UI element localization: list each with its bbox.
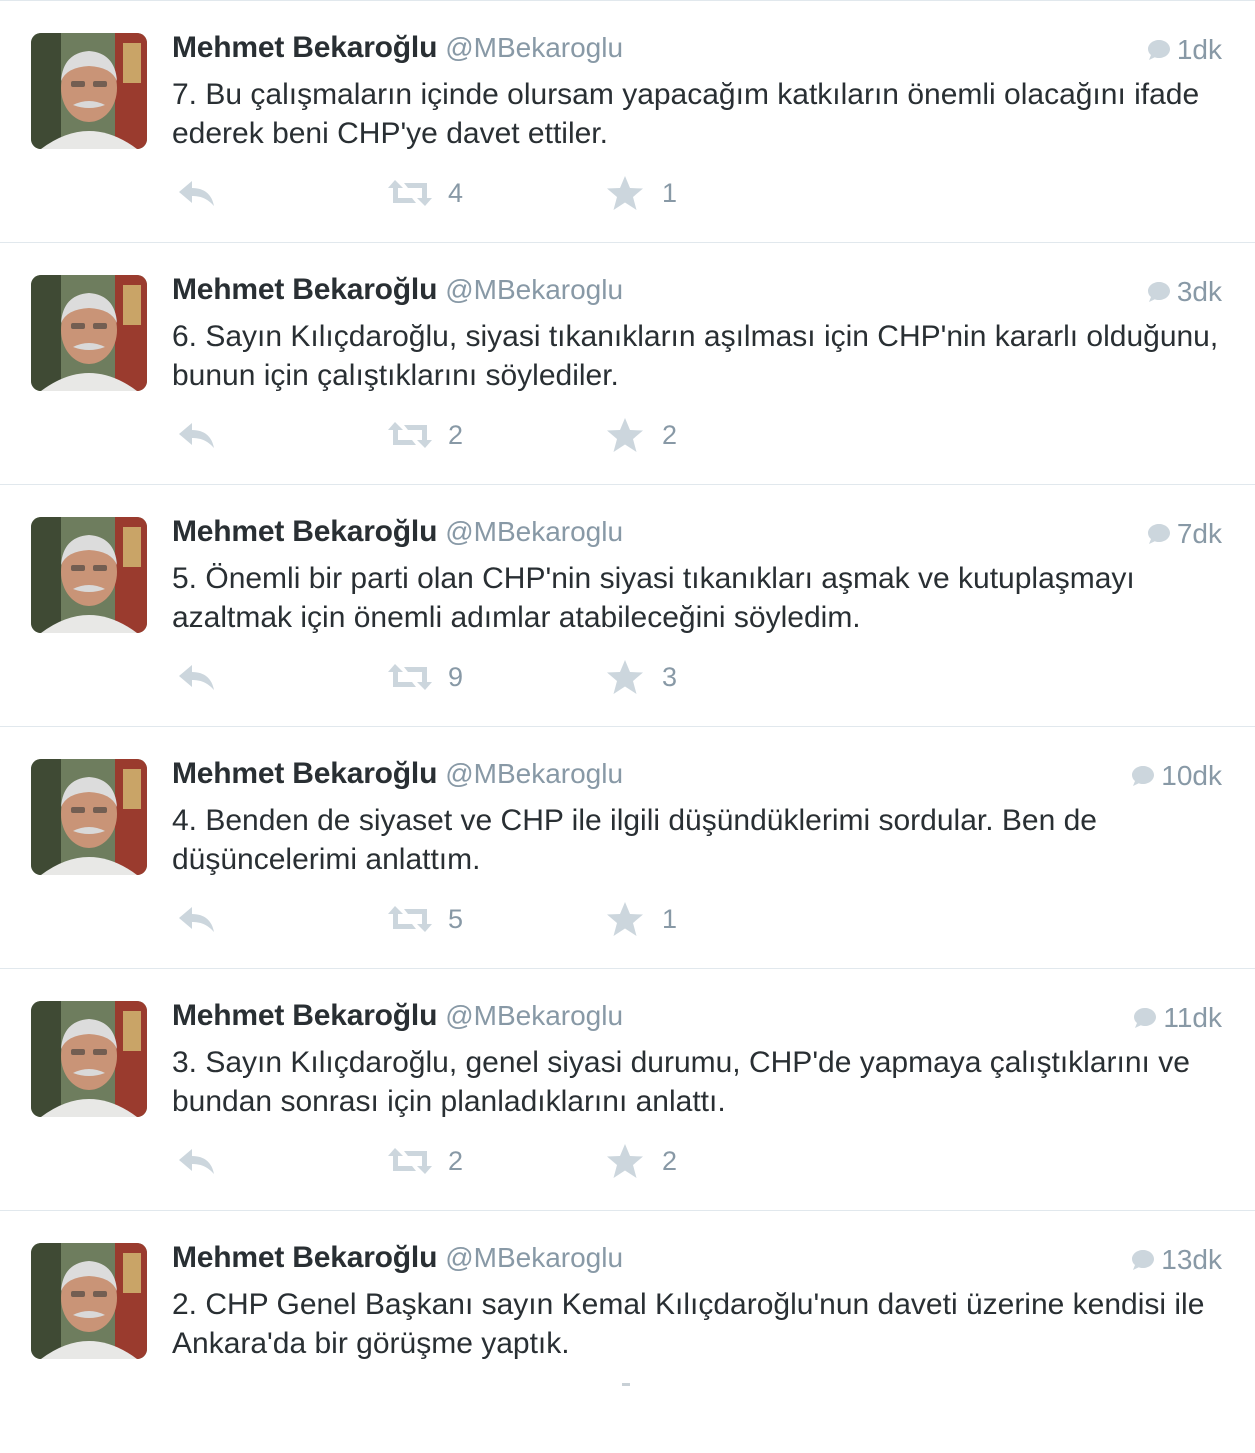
reply-button[interactable]: [176, 171, 218, 215]
avatar[interactable]: [31, 33, 147, 149]
avatar[interactable]: [31, 1001, 147, 1117]
tweet-header: [172, 515, 623, 555]
author-handle[interactable]: @MBekaroglu: [445, 758, 624, 789]
author-handle[interactable]: @MBekaroglu: [445, 516, 624, 547]
tweet-time-label: 7dk: [1176, 518, 1222, 549]
speech-bubble-icon: [1133, 1007, 1157, 1029]
retweet-button[interactable]: [386, 413, 463, 457]
reply-arrow-icon: [176, 661, 218, 693]
retweet-button[interactable]: [386, 1139, 463, 1183]
author-name[interactable]: Mehmet Bekaroğlu: [172, 999, 438, 1032]
star-icon: [606, 417, 644, 453]
author-name[interactable]: Mehmet Bekaroğlu: [172, 273, 438, 306]
retweet-icon: [386, 903, 434, 935]
favorite-count: 3: [662, 661, 678, 692]
avatar[interactable]: [31, 275, 147, 391]
reply-arrow-icon: [176, 419, 218, 451]
reply-button[interactable]: [176, 897, 218, 941]
retweet-icon: [386, 1145, 434, 1177]
tweet-header: [172, 999, 623, 1039]
tweet-time-label: 11dk: [1163, 1002, 1222, 1033]
tweet-header: [172, 31, 623, 71]
tweet-header: [172, 757, 623, 797]
tweet-time-label: 1dk: [1176, 34, 1222, 65]
avatar-photo: [31, 33, 147, 149]
star-icon: [606, 659, 644, 695]
tweet-header: [172, 273, 623, 313]
tweet[interactable]: [0, 727, 1255, 969]
speech-bubble-icon: [1147, 523, 1171, 545]
tweet-time[interactable]: [1147, 518, 1222, 550]
tweet-time[interactable]: [1147, 276, 1222, 308]
favorite-button[interactable]: [606, 171, 677, 215]
avatar[interactable]: [31, 1243, 147, 1359]
reply-arrow-icon: [176, 177, 218, 209]
retweet-button[interactable]: [386, 655, 463, 699]
author-name[interactable]: Mehmet Bekaroğlu: [172, 31, 438, 64]
avatar-photo: [31, 517, 147, 633]
tweet[interactable]: [0, 1, 1255, 243]
favorite-button[interactable]: [606, 897, 677, 941]
speech-bubble-icon: [1147, 281, 1171, 303]
retweet-count: 9: [448, 661, 464, 692]
favorite-count: 1: [662, 903, 678, 934]
favorite-button[interactable]: [606, 1139, 677, 1183]
retweet-count: 5: [448, 903, 464, 934]
tweet-time[interactable]: [1131, 760, 1222, 792]
tweet-actions: [172, 171, 772, 215]
tweet-text: 4. Benden de siyaset ve CHP ile ilgili düşündüklerimi sordular. Ben de düşüncelerimi anlattım.: [172, 804, 1097, 876]
speech-bubble-icon: [1131, 765, 1155, 787]
star-icon: [606, 1143, 644, 1179]
retweet-button[interactable]: [386, 897, 463, 941]
tweet-text: 2. CHP Genel Başkanı sayın Kemal Kılıçdaroğlu'nun daveti üzerine kendisi ile Ankara'da bir görüşme yaptık.: [172, 1288, 1205, 1360]
avatar-photo: [31, 275, 147, 391]
author-name[interactable]: Mehmet Bekaroğlu: [172, 1241, 438, 1274]
author-name[interactable]: Mehmet Bekaroğlu: [172, 757, 438, 790]
tweet-actions: [172, 897, 772, 941]
speech-bubble-icon: [1131, 1249, 1155, 1271]
tweet[interactable]: [0, 969, 1255, 1211]
favorite-button[interactable]: [606, 655, 677, 699]
avatar-photo: [31, 1243, 147, 1359]
speech-bubble-icon: [1147, 39, 1171, 61]
reply-arrow-icon: [176, 1145, 218, 1177]
favorite-count: 2: [662, 419, 678, 450]
favorite-count: 1: [662, 177, 678, 208]
retweet-count: 4: [448, 177, 464, 208]
avatar[interactable]: [31, 517, 147, 633]
tweet-time-label: 3dk: [1176, 276, 1222, 307]
avatar[interactable]: [31, 759, 147, 875]
author-handle[interactable]: @MBekaroglu: [445, 1000, 624, 1031]
tweet-time[interactable]: [1133, 1002, 1222, 1034]
retweet-icon: [386, 419, 434, 451]
tweet-text: 7. Bu çalışmaların içinde olursam yapacağım katkıların önemli olacağını ifade ederek beni CHP'ye davet ettiler.: [172, 78, 1200, 150]
retweet-count: 2: [448, 419, 464, 450]
tweet-time-label: 13dk: [1161, 1244, 1222, 1275]
reply-arrow-icon: [176, 903, 218, 935]
tweet[interactable]: [0, 243, 1255, 485]
retweet-icon: [386, 661, 434, 693]
retweet-icon: [386, 177, 434, 209]
tweet[interactable]: [0, 1211, 1255, 1453]
author-handle[interactable]: @MBekaroglu: [445, 1242, 624, 1273]
tweet-time[interactable]: [1147, 34, 1222, 66]
tweet-header: [172, 1241, 623, 1281]
avatar-photo: [31, 759, 147, 875]
tweet-actions: [172, 413, 772, 457]
tweet-actions: [172, 1139, 772, 1183]
tweet[interactable]: [0, 485, 1255, 727]
tweet-actions: [172, 655, 772, 699]
tweet-text: 3. Sayın Kılıçdaroğlu, genel siyasi durumu, CHP'de yapmaya çalıştıklarını ve bundan sonrası için planladıklarını anlattı.: [172, 1046, 1190, 1118]
reply-button[interactable]: [176, 413, 218, 457]
reply-button[interactable]: [176, 655, 218, 699]
author-handle[interactable]: @MBekaroglu: [445, 274, 624, 305]
favorite-button[interactable]: [606, 413, 677, 457]
favorite-count: 2: [662, 1145, 678, 1176]
scroll-indicator: [622, 1383, 630, 1386]
author-handle[interactable]: @MBekaroglu: [445, 32, 624, 63]
avatar-photo: [31, 1001, 147, 1117]
star-icon: [606, 901, 644, 937]
star-icon: [606, 175, 644, 211]
retweet-count: 2: [448, 1145, 464, 1176]
tweet-time[interactable]: [1131, 1244, 1222, 1276]
reply-button[interactable]: [176, 1139, 218, 1183]
tweet-text: 6. Sayın Kılıçdaroğlu, siyasi tıkanıkların aşılması için CHP'nin kararlı olduğunu, bunun için çalıştıklarını söylediler.: [172, 320, 1219, 392]
author-name[interactable]: Mehmet Bekaroğlu: [172, 515, 438, 548]
tweet-text: 5. Önemli bir parti olan CHP'nin siyasi tıkanıkları aşmak ve kutuplaşmayı azaltmak için önemli adımlar atabileceğini söyledim.: [172, 562, 1135, 634]
tweet-time-label: 10dk: [1161, 760, 1222, 791]
retweet-button[interactable]: [386, 171, 463, 215]
